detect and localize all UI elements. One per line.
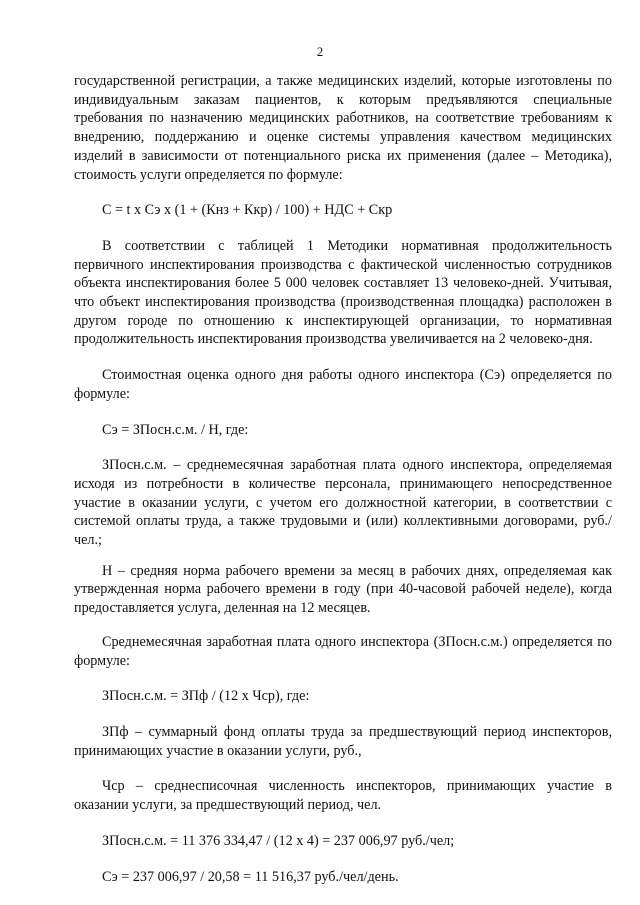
document-body [74, 72, 612, 886]
paragraph-methodology-intro: государственной регистрации, а также медицинских изделий, которые изготовлены по индивидуальным заказам пациентов, к которым предъявляются специальные требования по назначению медицинских работников, на соответствие требованиям к внедрению, поддержанию и оценке системы управления качеством медицинских изделий в зависимости от потенциального риска их применения (далее – Методика), стоимость услуги определяется по формуле: [74, 73, 612, 183]
formula-service-cost: С = t х Сэ х (1 + (Кнз + Ккр) / 100) + НДС + Скр [102, 202, 393, 219]
paragraph-headcount-definition: Чср – среднесписочная численность инспекторов, принимающих участие в оказании услуги, за предшествующий период, чел. [74, 778, 612, 814]
formula-daily-cost: Сэ = ЗПосн.с.м. / Н, где: [102, 421, 249, 438]
calculation-monthly-salary: ЗПосн.с.м. = 11 376 334,47 / (12 х 4) = 237 006,97 руб./чел; [102, 832, 455, 849]
paragraph-salary-formula-intro: Среднемесячная заработная плата одного инспектора (ЗПосн.с.м.) определяется по формуле: [74, 633, 612, 669]
calculation-daily-cost: Сэ = 237 006,97 / 20,58 = 11 516,37 руб./чел/день. [102, 868, 399, 885]
paragraph-salary-definition: ЗПосн.с.м. – среднемесячная заработная плата одного инспектора, определяемая исходя из потребности в количестве персонала, принимающего непосредственное участие в оказании услуги, с учетом его должностной категории, в соответствии с системой оплаты труда, а также трудовыми и (или) коллективными договорами, руб./чел.; [74, 457, 612, 549]
paragraph-inspection-duration: В соответствии с таблицей 1 Методики нормативная продолжительность первичного инспектирования производства с фактической численностью сотрудников объекта инспектирования более 5 000 человек составляет 13 человеко-дней. Учитывая, что объект инспектирования производства (производственная площадка) расположен в другом городе по отношению к инспектирующей организации, то нормативная продолжительность инспектирования производства увеличивается на 2 человеко-дня. [74, 237, 612, 348]
formula-monthly-salary: ЗПосн.с.м. = ЗПф / (12 х Чср), где: [102, 688, 310, 705]
paragraph-daily-cost-intro: Стоимостная оценка одного дня работы одного инспектора (Сэ) определяется по формуле: [74, 367, 612, 402]
page-number: 2 [316, 44, 324, 59]
paragraph-payroll-fund-definition: ЗПф – суммарный фонд оплаты труда за предшествующий период инспекторов, принимающих участие в оказании услуги, руб., [74, 723, 612, 759]
paragraph-work-time-definition: Н – средняя норма рабочего времени за месяц в рабочих днях, определяемая как утвержденная норма рабочего времени в году (при 40-часовой рабочей неделе), когда предоставляется услуга, деленная на 12 месяцев. [74, 562, 612, 617]
